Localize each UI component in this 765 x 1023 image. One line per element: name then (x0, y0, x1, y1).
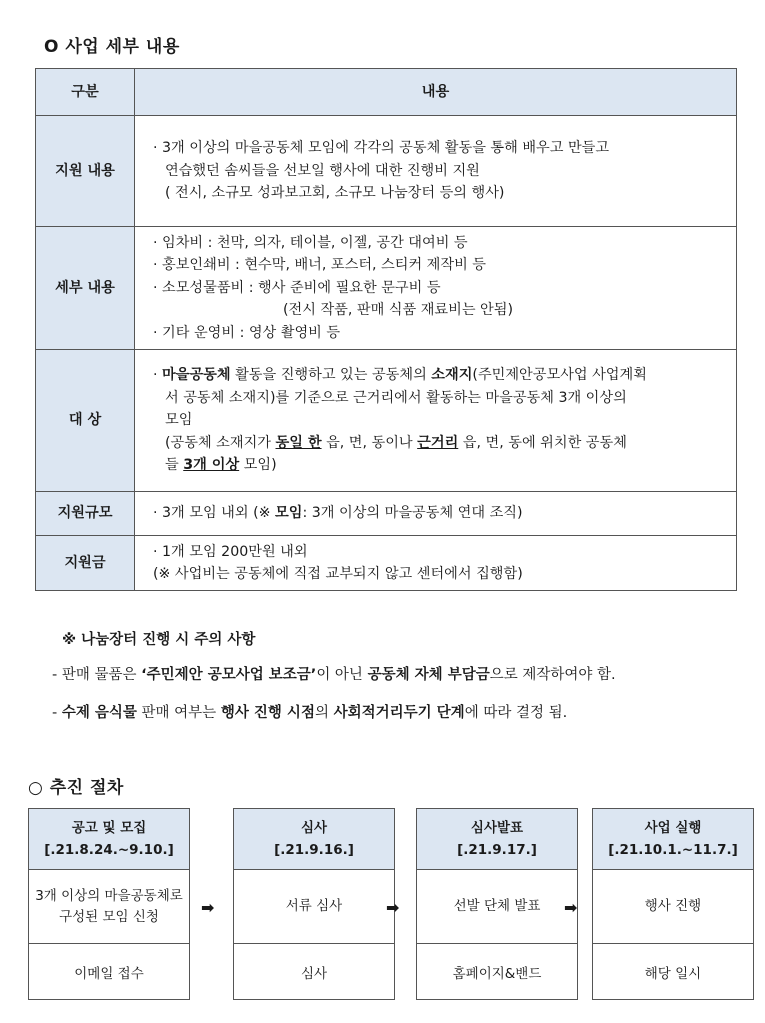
content-line: · 임차비 : 천막, 의자, 테이블, 이젤, 공간 대여비 등 (153, 234, 468, 251)
row-content (135, 536, 737, 591)
row-label: 대 상 (36, 350, 135, 492)
details-table (35, 68, 737, 591)
content-line: · 기타 운영비 : 영상 촬영비 등 (153, 324, 341, 341)
step-box-recruit (28, 808, 190, 1000)
step-box-execute (592, 808, 754, 1000)
content-line: · 소모성물품비 : 행사 준비에 필요한 문구비 등 (153, 279, 441, 296)
table-row (36, 350, 737, 492)
table-row (36, 227, 737, 350)
section-title-procedure: ○ 추진 절차 (28, 778, 124, 798)
content-line: (전시 작품, 판매 식품 재료비는 안됨) (283, 302, 514, 319)
row-label: 세부 내용 (36, 227, 135, 350)
step-method: 이메일 접수 (74, 965, 144, 982)
step-header: 심사 [.21.9.16.] (234, 809, 394, 870)
table-row (36, 116, 737, 227)
step-header: 심사발표 [.21.9.17.] (417, 809, 577, 870)
step-box-announce (416, 808, 578, 1000)
content-line: 연습했던 솜씨들을 선보일 행사에 대한 진행비 지원 (165, 162, 480, 179)
content-line: · 3개 이상의 마을공동체 모임에 각각의 공동체 활동을 통해 배우고 만들고 (153, 140, 610, 157)
arrow-right-icon: ➡ (201, 898, 215, 917)
section-title-details: O 사업 세부 내용 (44, 37, 180, 57)
content-line: 서 공동체 소재지)를 기준으로 근거리에서 활동하는 마을공동체 3개 이상의 (165, 389, 627, 406)
step-method: 심사 (300, 965, 328, 982)
step-detail: 서류 심사 (234, 870, 394, 944)
row-content (135, 227, 737, 350)
content-line: 모임 (165, 412, 193, 429)
step-method: 홈페이지&밴드 (452, 965, 542, 982)
row-content (135, 350, 737, 492)
table-header-row (36, 69, 737, 116)
content-line: · 홍보인쇄비 : 현수막, 배너, 포스터, 스티커 제작비 등 (153, 257, 487, 274)
row-label: 지원규모 (36, 492, 135, 536)
step-box-review (233, 808, 395, 1000)
step-detail: 행사 진행 (593, 870, 753, 944)
step-method: 해당 일시 (644, 965, 702, 982)
content-line: ( 전시, 소규모 성과보고회, 소규모 나눔장터 등의 행사) (165, 185, 505, 202)
note-line-2: - 수제 음식물 판매 여부는 행사 진행 시점의 사회적거리두기 단계에 따라 결정 됨. (52, 705, 568, 721)
content-line: · 1개 모임 200만원 내외 (153, 543, 308, 560)
header-content: 내용 (135, 69, 737, 116)
step-detail: 선발 단체 발표 (417, 870, 577, 944)
step-header: 공고 및 모집 [.21.8.24.~9.10.] (29, 809, 189, 870)
arrow-right-icon: ➡ (386, 898, 400, 917)
row-label: 지원금 (36, 536, 135, 591)
note-line-1: - 판매 물품은 ‘주민제안 공모사업 보조금’이 아닌 공동체 자체 부담금으로 제작하여야 함. (52, 667, 616, 683)
notes-title: ※ 나눔장터 진행 시 주의 사항 (62, 632, 256, 648)
row-label: 지원 내용 (36, 116, 135, 227)
row-content (135, 116, 737, 227)
content-line: · 3개 모임 내외 (※ 모임: 3개 이상의 마을공동체 연대 조직) (153, 505, 523, 522)
arrow-right-icon: ➡ (564, 898, 578, 917)
header-category: 구분 (36, 69, 135, 116)
table-row (36, 536, 737, 591)
content-line: · 마을공동체 활동을 진행하고 있는 공동체의 소재지(주민제안공모사업 사업계획 (153, 367, 647, 384)
table-row (36, 492, 737, 536)
content-line: (※ 사업비는 공동체에 직접 교부되지 않고 센터에서 집행함) (153, 566, 523, 582)
content-line: 들 3개 이상 모임) (165, 457, 277, 474)
step-detail: 3개 이상의 마을공동체로 구성된 모임 신청 (29, 870, 189, 944)
row-content (135, 492, 737, 536)
step-header: 사업 실행 [.21.10.1.~11.7.] (593, 809, 753, 870)
content-line: (공동체 소재지가 동일 한 읍, 면, 동이나 근거리 읍, 면, 동에 위치한 공동체 (165, 434, 627, 451)
